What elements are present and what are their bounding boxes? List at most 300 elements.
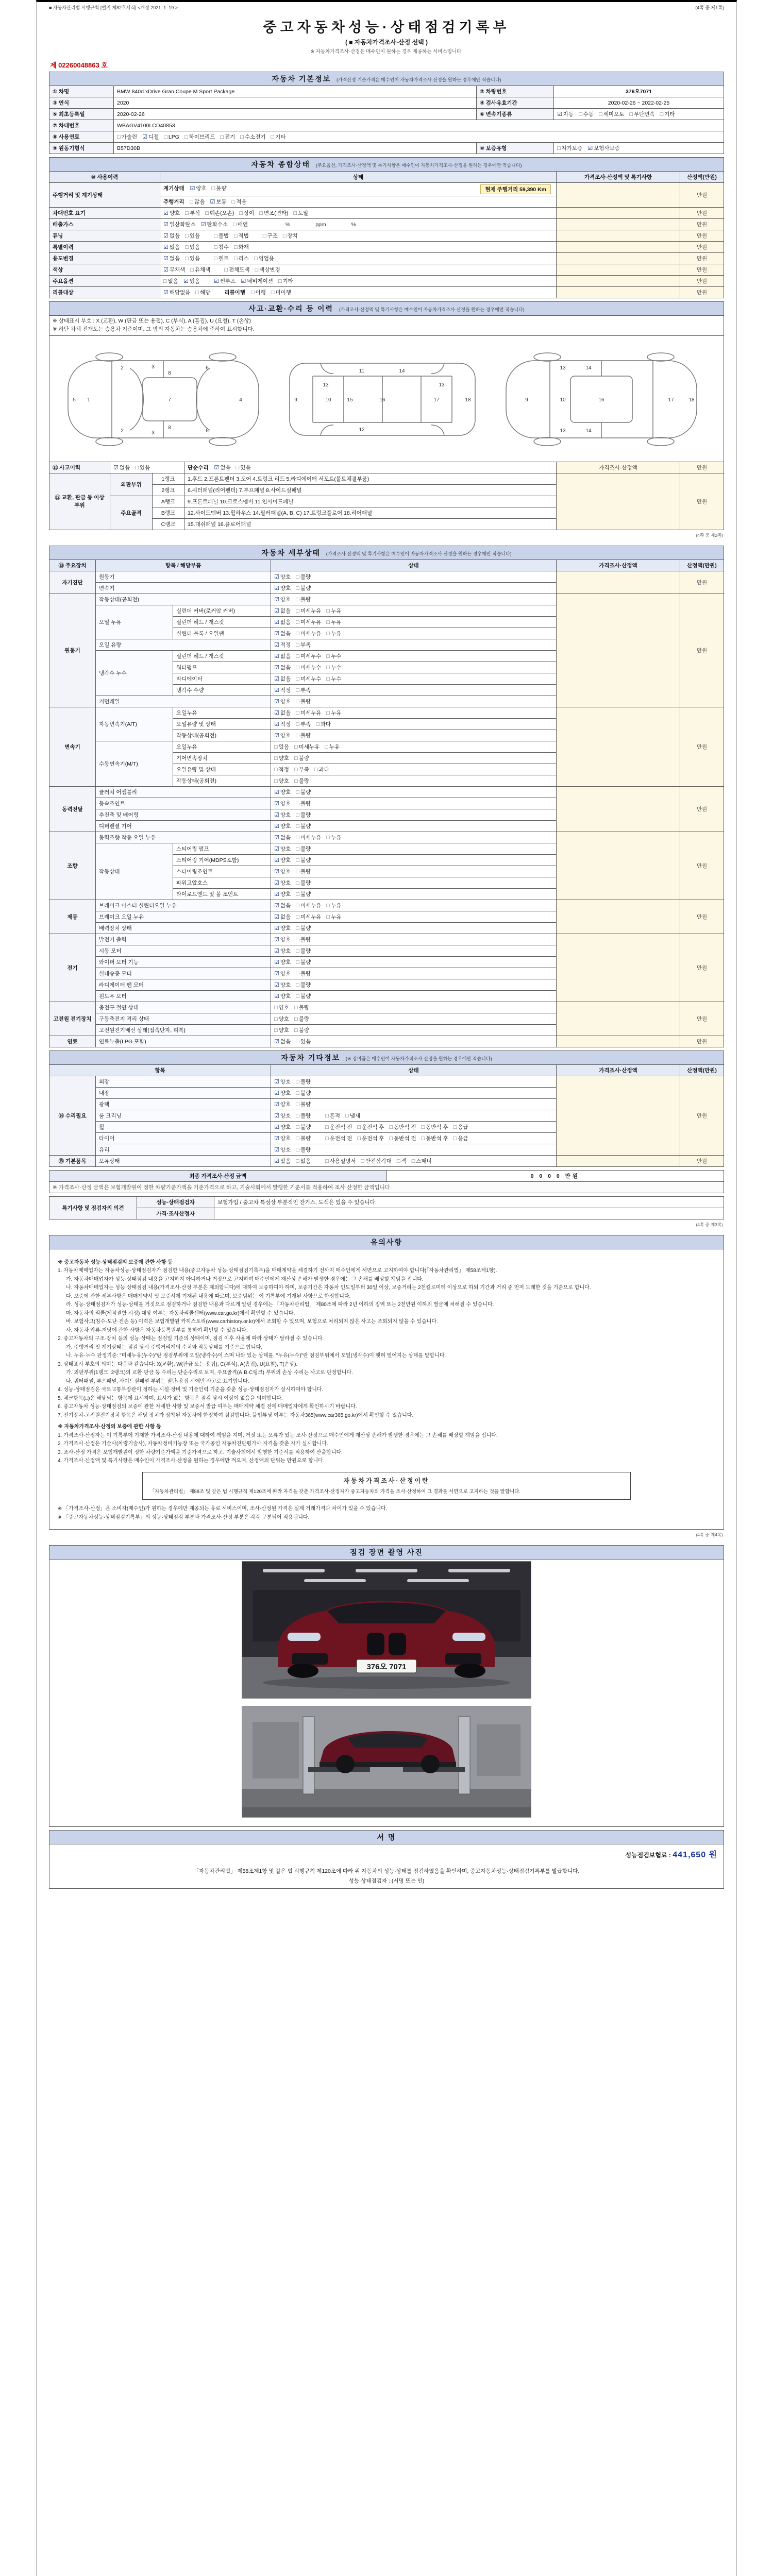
checkbox-option[interactable]: [357, 1123, 384, 1131]
checkbox-option[interactable]: [274, 947, 291, 955]
checkbox-option[interactable]: [274, 811, 291, 819]
checkbox-option[interactable]: [296, 732, 311, 739]
checkbox-option[interactable]: [296, 1157, 311, 1165]
checkbox-option[interactable]: [274, 1004, 289, 1011]
checkbox-option[interactable]: [274, 902, 291, 909]
checkbox-option[interactable]: [184, 133, 215, 141]
checkbox-option[interactable]: [389, 1123, 416, 1131]
checkbox-option[interactable]: [274, 1134, 291, 1142]
notice-line: 나. 자동차매매업자는 성능·상태점검 내용(가격조사·산정 부분은 제외합니다)에 대하여 보증하여야 하며, 보증기간은 자동차 인도일부터 30일 이상, 보증거리는 2천킬로미터 이상으로 하되 기간과 거리 중 먼저 도래한 것을 기준으로 합니다.: [66, 1285, 591, 1291]
part-name: 라디에이터: [173, 673, 271, 684]
checkbox-option[interactable]: [212, 184, 227, 192]
checkbox-option-label: 무단변속: [634, 111, 655, 117]
checkbox-option[interactable]: [274, 766, 289, 773]
checkbox-option-label: 없음: [280, 834, 291, 841]
amount-cell: 만원: [680, 707, 724, 786]
price-cell: [556, 1002, 680, 1036]
checkbox-option[interactable]: [214, 464, 231, 471]
checkbox-option[interactable]: [274, 1157, 291, 1165]
checkbox-option[interactable]: [557, 144, 582, 152]
checked-checkbox-icon: ☑: [274, 675, 279, 682]
checkbox-option[interactable]: [183, 277, 200, 285]
checkbox-option[interactable]: [142, 133, 159, 141]
notice-line: 4. 성능·상태점검은 국토교통부장관이 정하는 시설·장비 및 기술인력 기준을 갖춘 성능·상태점검자가 실시하여야 합니다.: [58, 1387, 324, 1393]
checkbox-option[interactable]: [274, 834, 291, 841]
checkbox-option[interactable]: [296, 913, 321, 921]
signature-section-table: [49, 1830, 724, 1889]
checkbox-option[interactable]: [274, 992, 291, 1000]
checkbox-option[interactable]: [274, 630, 291, 637]
unchecked-checkbox-icon: □: [357, 1124, 361, 1130]
checkbox-option[interactable]: [326, 630, 341, 637]
col-amount: 산정액(만원): [680, 172, 724, 183]
checkbox-option[interactable]: [274, 641, 291, 649]
checkbox-option[interactable]: [326, 902, 341, 909]
checkbox-option[interactable]: [296, 573, 311, 581]
checkbox-option[interactable]: [579, 110, 594, 118]
checkbox-option[interactable]: [113, 464, 130, 471]
checkbox-option[interactable]: [239, 209, 254, 217]
checkbox-option[interactable]: [296, 834, 321, 841]
checkbox-option[interactable]: [326, 675, 341, 683]
svg-text:8: 8: [168, 370, 171, 376]
transmission-label: ⑥ 변속기종류: [476, 109, 553, 120]
unchecked-checkbox-icon: □: [274, 755, 278, 761]
unchecked-checkbox-icon: □: [184, 134, 188, 140]
checkbox-option[interactable]: [296, 698, 311, 705]
checkbox-option[interactable]: [274, 958, 291, 966]
checkbox-option[interactable]: [389, 1134, 416, 1142]
checkbox-option[interactable]: [357, 1134, 384, 1142]
checkbox-option[interactable]: [163, 289, 190, 296]
item-name: 동력조향 작동 오일 누유: [96, 832, 271, 843]
checkbox-option[interactable]: [274, 970, 291, 977]
checkbox-option[interactable]: [296, 1146, 311, 1154]
checkbox-option[interactable]: [296, 1078, 311, 1086]
table-row: 용도변경 ☑ 없음 □ 있음 □ 렌트 □ 리스 □ 영업용 만원: [49, 253, 724, 264]
unchecked-checkbox-icon: □: [325, 1124, 329, 1130]
unchecked-checkbox-icon: □: [296, 1078, 299, 1085]
checkbox-option[interactable]: [296, 856, 311, 864]
checkbox-option[interactable]: [274, 584, 291, 592]
checkbox-option-label: 양호: [278, 777, 289, 784]
fee-line: [53, 1848, 717, 1860]
checkbox-option[interactable]: [294, 1015, 309, 1023]
checkbox-option[interactable]: [294, 754, 309, 762]
unchecked-checkbox-icon: □: [234, 233, 238, 239]
checkbox-option[interactable]: [190, 184, 207, 192]
checkbox-option[interactable]: [274, 596, 291, 603]
checkbox-option-label: 양호: [169, 210, 180, 216]
checkbox-option[interactable]: [422, 1134, 448, 1142]
unchecked-checkbox-icon: □: [214, 233, 217, 239]
checkbox-option[interactable]: [325, 1157, 356, 1165]
checkbox-option[interactable]: [274, 664, 291, 671]
checkbox-option[interactable]: [296, 902, 321, 909]
checkbox-option[interactable]: [190, 198, 205, 206]
checkbox-option[interactable]: [278, 277, 293, 285]
checkbox-option[interactable]: [587, 144, 620, 152]
checkbox-option-label: 양호: [280, 857, 291, 863]
amount-cell: 만원: [680, 786, 724, 832]
part-name: 오일누유: [173, 741, 271, 752]
page-marker: (4쪽 중 제1쪽): [695, 5, 724, 10]
checkbox-option[interactable]: [296, 1123, 311, 1131]
checked-checkbox-icon: ☑: [163, 290, 169, 296]
checkbox-option[interactable]: [214, 232, 229, 240]
device-name: 자기진단: [49, 571, 96, 594]
checkbox-option[interactable]: [274, 618, 291, 626]
checkbox-option[interactable]: [163, 255, 180, 262]
checkbox-option[interactable]: [296, 1112, 311, 1120]
checkbox-option[interactable]: [236, 464, 251, 471]
checkbox-option-label: 해당: [200, 290, 211, 296]
checkbox-option[interactable]: [163, 277, 178, 285]
checkbox-option[interactable]: [296, 1038, 311, 1045]
status-options: [271, 877, 557, 888]
status-options: [271, 605, 557, 616]
checkbox-option[interactable]: [185, 243, 200, 251]
item-name: 유리: [96, 1144, 271, 1155]
checkbox-option-label: 없음: [280, 675, 291, 682]
checkbox-option-label: 없음: [280, 664, 291, 671]
checkbox-option[interactable]: [185, 232, 200, 240]
checkbox-option[interactable]: [274, 913, 291, 921]
checkbox-option[interactable]: [117, 133, 137, 141]
checkbox-option[interactable]: [274, 573, 291, 581]
checkbox-option[interactable]: [296, 800, 311, 807]
checkbox-option[interactable]: [294, 209, 309, 217]
svg-text:17: 17: [668, 397, 674, 403]
checkbox-option[interactable]: [274, 1026, 289, 1034]
checkbox-option[interactable]: [296, 868, 311, 875]
checkbox-option[interactable]: [135, 464, 150, 471]
checkbox-option[interactable]: [412, 1157, 432, 1165]
unchecked-checkbox-icon: □: [117, 134, 121, 140]
checkbox-option[interactable]: [274, 675, 291, 683]
checkbox-option[interactable]: [294, 743, 320, 751]
unchecked-checkbox-icon: □: [326, 913, 330, 920]
unchecked-checkbox-icon: □: [296, 868, 299, 875]
checkbox-option[interactable]: [296, 709, 321, 717]
checkbox-option[interactable]: [325, 1134, 352, 1142]
checkbox-option[interactable]: [283, 232, 298, 240]
checkbox-option[interactable]: [296, 584, 311, 592]
checkbox-option[interactable]: [296, 596, 311, 603]
checkbox-option[interactable]: [453, 1134, 468, 1142]
checkbox-option[interactable]: [274, 732, 291, 739]
checkbox-option[interactable]: [296, 630, 321, 637]
checkbox-option[interactable]: [274, 754, 289, 762]
table-row: 차대번호 표기 ☑ 양호 □ 부식 □ 훼손(오손) □ 상이 □ 변조(변타) □ 도말 만원: [49, 208, 724, 219]
checkbox-option-label: 없음: [220, 464, 231, 471]
checkbox-option[interactable]: [214, 277, 236, 285]
checkbox-option[interactable]: [296, 607, 321, 615]
emission-label: 배출가스: [49, 219, 160, 230]
checkbox-option[interactable]: [274, 981, 291, 989]
checkbox-option[interactable]: [326, 652, 341, 660]
checkbox-option[interactable]: [326, 834, 341, 841]
checkbox-option-label: 없음: [169, 256, 180, 262]
status-options: [271, 662, 557, 673]
unchecked-checkbox-icon: □: [599, 111, 602, 117]
checkbox-option[interactable]: [274, 720, 291, 728]
fuel-label: ⑧ 사용연료: [49, 131, 114, 143]
checkbox-option[interactable]: [185, 255, 200, 262]
checked-checkbox-icon: ☑: [274, 596, 279, 603]
unchecked-checkbox-icon: □: [296, 1112, 299, 1119]
usage-options-2: [214, 256, 279, 262]
checkbox-option[interactable]: [274, 607, 291, 615]
checkbox-option[interactable]: [163, 266, 185, 274]
checkbox-option[interactable]: [316, 720, 331, 728]
checkbox-option[interactable]: [361, 1157, 392, 1165]
checkbox-option[interactable]: [296, 788, 311, 796]
checkbox-option[interactable]: [296, 879, 311, 887]
checkbox-option[interactable]: [296, 1134, 311, 1142]
checkbox-option-label: 해당없음: [169, 290, 191, 296]
checkbox-option[interactable]: [232, 198, 247, 206]
checkbox-option[interactable]: [271, 133, 286, 141]
checkbox-option[interactable]: [274, 1015, 289, 1023]
checkbox-option[interactable]: [240, 133, 265, 141]
svg-text:6: 6: [206, 428, 209, 434]
checkbox-option[interactable]: [254, 255, 274, 262]
checkbox-option[interactable]: [234, 255, 249, 262]
rank1-label: 1랭크: [153, 473, 184, 484]
checkbox-option[interactable]: [274, 800, 291, 807]
checkbox-option-label: 미세누유: [298, 743, 320, 750]
part-name: 스티어링 펌프: [173, 843, 271, 854]
checkbox-option[interactable]: [629, 110, 654, 118]
checked-checkbox-icon: ☑: [274, 913, 279, 920]
checkbox-option-label: 불량: [300, 970, 311, 977]
checkbox-option[interactable]: [274, 936, 291, 943]
svg-text:13: 13: [560, 365, 566, 371]
checkbox-option[interactable]: [453, 1123, 468, 1131]
checkbox-option[interactable]: [274, 1078, 291, 1086]
final-amount-unit: 만원: [565, 1173, 580, 1179]
checkbox-option[interactable]: [274, 1112, 291, 1120]
opinion-table: [49, 1196, 724, 1219]
checkbox-option[interactable]: [234, 243, 249, 251]
checkbox-option[interactable]: [296, 652, 321, 660]
checkbox-option[interactable]: [195, 289, 210, 296]
col-price: 가격조사·산정액: [556, 560, 680, 571]
checkbox-option[interactable]: [274, 1038, 291, 1045]
notice-line: ※ 중고자동차 성능·상태점검의 보증에 관한 사항 등: [58, 1259, 173, 1265]
checkbox-option[interactable]: [296, 936, 311, 943]
document-title: 중고자동차성능·상태점검기록부: [263, 20, 510, 35]
checkbox-option[interactable]: [274, 822, 291, 830]
checkbox-option[interactable]: [214, 255, 229, 262]
checkbox-option[interactable]: [296, 618, 321, 626]
unchecked-checkbox-icon: □: [274, 1027, 278, 1033]
checkbox-option[interactable]: [233, 221, 248, 228]
checkbox-option[interactable]: [274, 1089, 291, 1097]
unchecked-checkbox-icon: □: [163, 278, 167, 284]
checkbox-option[interactable]: [296, 924, 311, 932]
checkbox-option[interactable]: [224, 266, 249, 274]
checkbox-option[interactable]: [325, 743, 340, 751]
checkbox-option[interactable]: [274, 868, 291, 875]
recall-options-2: [251, 290, 296, 296]
checkbox-option[interactable]: [274, 1123, 291, 1131]
status-options: [271, 707, 557, 718]
checkbox-option[interactable]: [325, 1112, 340, 1120]
accident-history-label: ⑪ 사고이력: [49, 462, 110, 473]
checked-checkbox-icon: ☑: [274, 721, 279, 727]
checkbox-option[interactable]: [163, 221, 196, 228]
checkbox-option[interactable]: [274, 698, 291, 705]
checkbox-option[interactable]: [296, 641, 311, 649]
checkbox-option[interactable]: [274, 709, 291, 717]
checkbox-option[interactable]: [294, 1004, 309, 1011]
unchecked-checkbox-icon: □: [326, 902, 330, 909]
checkbox-option[interactable]: [296, 890, 311, 898]
checkbox-option-label: 있음: [280, 1158, 291, 1164]
checkbox-option[interactable]: [314, 766, 329, 773]
checkbox-option[interactable]: [274, 1100, 291, 1108]
checkbox-option[interactable]: [263, 232, 278, 240]
checkbox-option[interactable]: [274, 890, 291, 898]
status-options: [271, 571, 557, 582]
checkbox-option[interactable]: [296, 720, 311, 728]
checkbox-option-label: 자가보증: [561, 145, 583, 151]
svg-text:10: 10: [325, 397, 331, 403]
checkbox-option[interactable]: [220, 133, 235, 141]
svg-text:18: 18: [688, 397, 695, 403]
checkbox-option[interactable]: [296, 981, 311, 989]
checkbox-option[interactable]: [163, 232, 180, 240]
checked-checkbox-icon: ☑: [274, 687, 279, 693]
status-options: [271, 741, 557, 752]
unchecked-checkbox-icon: □: [660, 111, 664, 117]
checkbox-option[interactable]: [274, 924, 291, 932]
checkbox-option[interactable]: [326, 709, 341, 717]
checkbox-option[interactable]: [326, 664, 341, 671]
checkbox-option[interactable]: [296, 970, 311, 977]
checkbox-option[interactable]: [296, 811, 311, 819]
part-name: 스티어링조인트: [173, 866, 271, 877]
checkbox-option[interactable]: [163, 243, 180, 251]
checkbox-option[interactable]: [163, 209, 180, 217]
checkbox-option[interactable]: [164, 134, 179, 140]
checkbox-option[interactable]: [296, 664, 321, 671]
price-cell: [556, 594, 680, 707]
checkbox-option[interactable]: [274, 652, 291, 660]
checkbox-option[interactable]: [294, 766, 309, 773]
checkbox-option[interactable]: [294, 1026, 309, 1034]
svg-text:4: 4: [239, 397, 242, 403]
checkbox-option[interactable]: [210, 198, 226, 206]
checkbox-option[interactable]: [274, 1146, 291, 1154]
checkbox-option-label: 있음: [189, 278, 200, 284]
checkbox-option[interactable]: [255, 266, 280, 274]
checkbox-option[interactable]: [274, 777, 289, 785]
checkbox-option[interactable]: [557, 110, 574, 118]
unchecked-checkbox-icon: □: [296, 630, 299, 637]
checkbox-option[interactable]: [345, 1112, 360, 1120]
checkbox-option[interactable]: [325, 1123, 352, 1131]
checkbox-option[interactable]: [214, 243, 229, 251]
unchecked-checkbox-icon: □: [239, 210, 243, 216]
checkbox-option[interactable]: [274, 743, 289, 751]
checkbox-option[interactable]: [296, 958, 311, 966]
rank2-items: 6.쿼터패널(리어펜더) 7.루프패널 8.사이드실패널: [184, 484, 557, 496]
checkbox-option[interactable]: [274, 856, 291, 864]
checkbox-option[interactable]: [326, 607, 341, 615]
checkbox-option-label: 불량: [300, 823, 311, 829]
checkbox-option[interactable]: [296, 947, 311, 955]
checkbox-option[interactable]: [660, 110, 675, 118]
checkbox-option[interactable]: [259, 209, 288, 217]
basic-info-table: [49, 72, 724, 154]
checkbox-option[interactable]: [422, 1123, 448, 1131]
item-name: 휠: [96, 1121, 271, 1132]
unchecked-checkbox-icon: □: [296, 709, 299, 716]
checkbox-option[interactable]: [201, 221, 228, 228]
unchecked-checkbox-icon: □: [296, 607, 299, 614]
checkbox-option-label: 과다: [318, 766, 329, 773]
plate-value: 376오7071: [553, 86, 724, 97]
checkbox-option[interactable]: [190, 266, 210, 274]
checkbox-option[interactable]: [251, 289, 266, 296]
checkbox-option[interactable]: [205, 209, 234, 217]
col-amount: 산정액(만원): [680, 1064, 724, 1076]
checkbox-option[interactable]: [296, 1100, 311, 1108]
checkbox-option[interactable]: [294, 777, 309, 785]
checked-checkbox-icon: ☑: [274, 1101, 279, 1108]
checkbox-option[interactable]: [296, 822, 311, 830]
status-options: [271, 979, 557, 990]
checkbox-option[interactable]: [274, 686, 291, 694]
checkbox-option-label: 수동: [583, 111, 594, 117]
status-options: [271, 718, 557, 730]
checkbox-option[interactable]: [296, 1089, 311, 1097]
checkbox-option[interactable]: [397, 1157, 407, 1165]
unchecked-checkbox-icon: □: [421, 1124, 425, 1130]
checkbox-option[interactable]: [296, 845, 311, 853]
checkbox-option[interactable]: [274, 845, 291, 853]
checkbox-option[interactable]: [241, 277, 273, 285]
checkbox-option[interactable]: [271, 289, 291, 296]
item-name: 수동변속기(M/T): [96, 741, 173, 786]
checkbox-option[interactable]: [599, 110, 624, 118]
checkbox-option[interactable]: [326, 913, 341, 921]
status-options: [271, 616, 557, 628]
checkbox-option[interactable]: [234, 232, 249, 240]
part-name: 타이로드엔드 및 볼 조인트: [173, 888, 271, 900]
amount-cell: 만원: [680, 1036, 724, 1047]
checkbox-option[interactable]: [274, 788, 291, 796]
checkbox-option[interactable]: [274, 879, 291, 887]
checkbox-option[interactable]: [296, 675, 321, 683]
price-cell: [556, 786, 680, 832]
notice-line: 5. 체크항목(□)은 해당되는 항목에 표시하며, 표시가 없는 항목은 점검 당시 이상이 없음을 의미합니다.: [58, 1395, 283, 1401]
inspection-value: 2020-02-26 ~ 2022-02-25: [553, 97, 724, 109]
checkbox-option[interactable]: [296, 686, 311, 694]
checkbox-option[interactable]: [296, 992, 311, 1000]
table-row: 특별이력 ☑ 없음 □ 있음 □ 침수 □ 화재 만원: [49, 242, 724, 253]
checkbox-option[interactable]: [185, 209, 200, 217]
rank2-label: 2랭크: [153, 484, 184, 496]
status-options: [271, 1013, 557, 1024]
checkbox-option[interactable]: [326, 618, 341, 626]
detail-section-note: (가격조사·산정액 및 특기사항은 매수인이 자동차가격조사·산정을 원하는 경우에만 적습니다): [326, 551, 512, 556]
checkbox-option-label: 잭: [401, 1158, 407, 1164]
basic-section-header: [49, 72, 724, 86]
